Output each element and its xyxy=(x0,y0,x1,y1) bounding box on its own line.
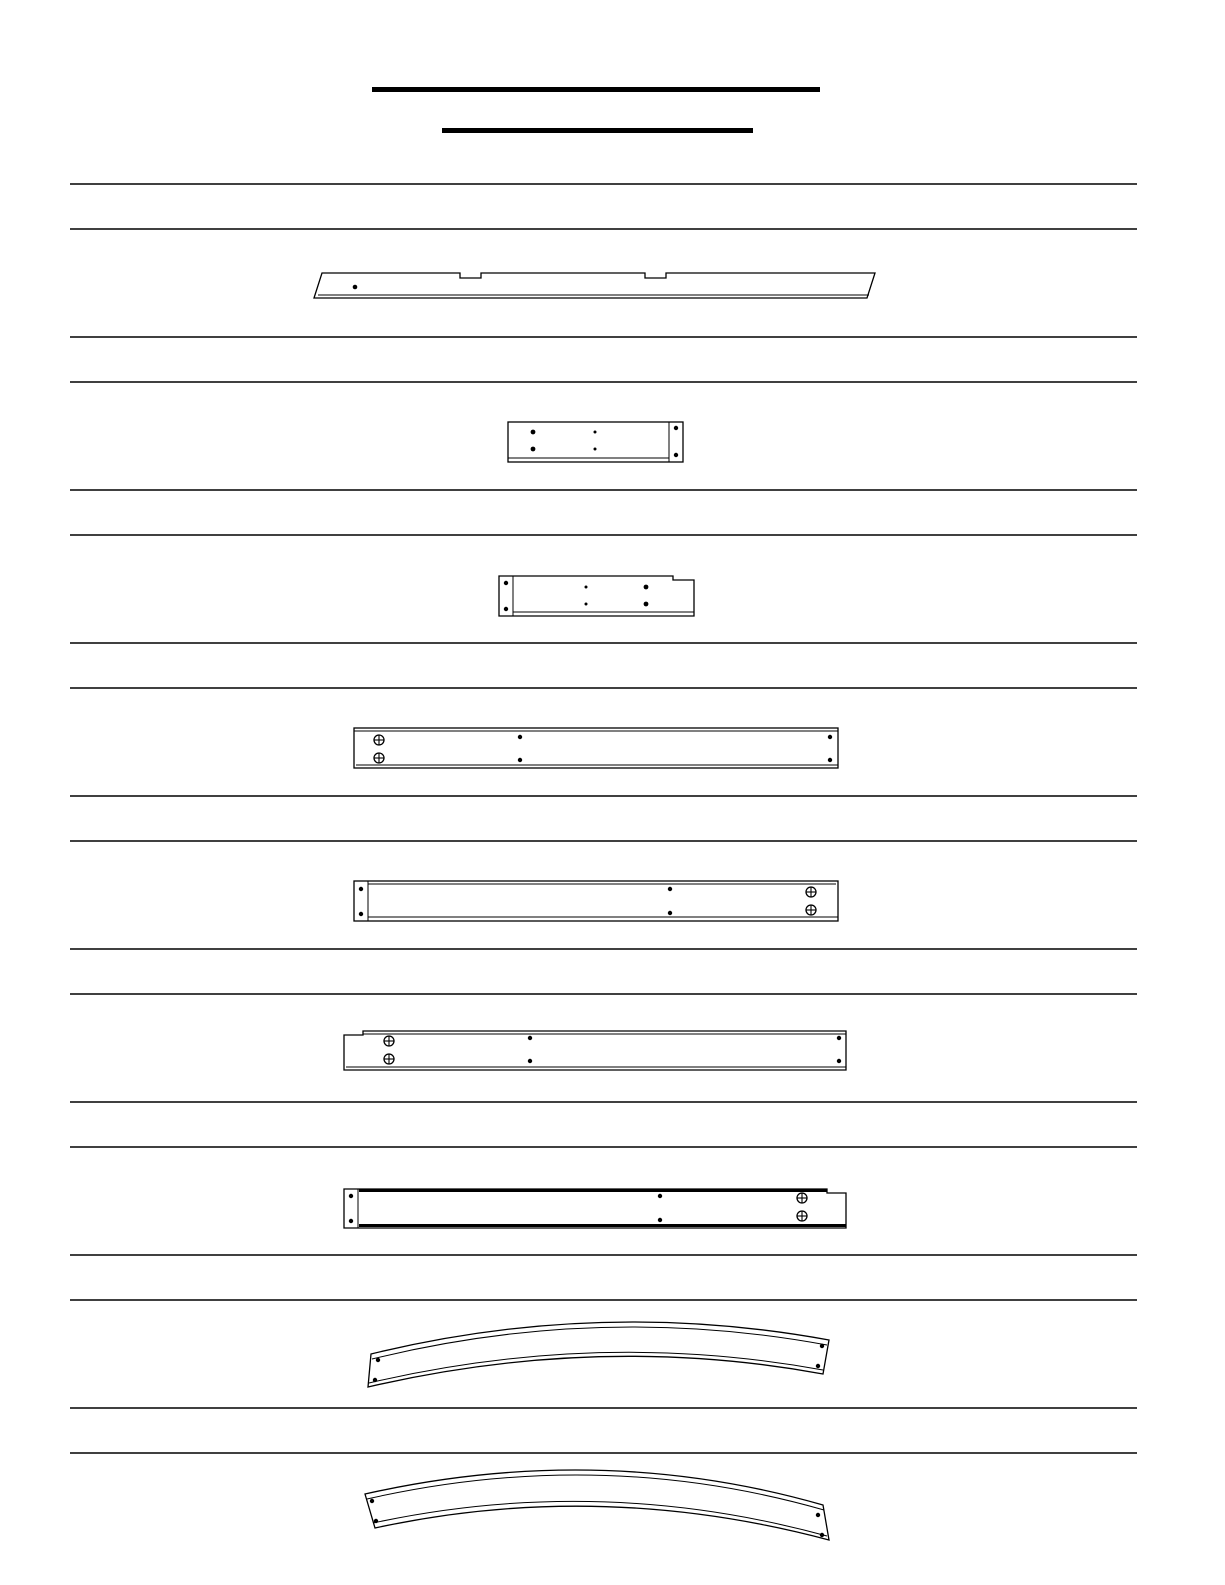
hole-icon xyxy=(531,447,536,452)
part-5-drawing xyxy=(354,881,838,921)
hole-icon xyxy=(374,1519,378,1523)
hole-icon xyxy=(531,430,536,435)
hole-icon xyxy=(658,1194,662,1198)
hole-icon xyxy=(373,1378,377,1382)
hole-icon xyxy=(528,1036,532,1040)
hole-icon xyxy=(644,602,649,607)
part-2-drawing xyxy=(508,422,683,462)
hole-icon xyxy=(644,585,649,590)
hole-icon xyxy=(349,1219,353,1223)
hole-icon xyxy=(828,735,832,739)
part-1-drawing xyxy=(314,273,875,298)
bolt-icon xyxy=(374,753,384,763)
bolt-icon xyxy=(374,735,384,745)
hole-icon xyxy=(594,431,597,434)
bolt-icon xyxy=(384,1036,394,1046)
part-3-drawing xyxy=(499,576,694,616)
hole-icon xyxy=(837,1059,841,1063)
hole-icon xyxy=(504,607,508,611)
bolt-icon xyxy=(797,1193,807,1203)
part-6-drawing xyxy=(344,1031,846,1070)
bolt-icon xyxy=(797,1211,807,1221)
hole-icon xyxy=(837,1036,841,1040)
hole-icon xyxy=(668,911,672,915)
title-bar-2 xyxy=(442,128,753,133)
hole-icon xyxy=(370,1499,374,1503)
hole-icon xyxy=(359,912,363,916)
hole-icon xyxy=(518,735,522,739)
hole-icon xyxy=(674,453,678,457)
hole-icon xyxy=(504,581,508,585)
title-bar-1 xyxy=(372,87,820,92)
hole-icon xyxy=(349,1194,353,1198)
hole-icon xyxy=(585,603,588,606)
part-9-drawing xyxy=(365,1470,829,1540)
hole-icon xyxy=(816,1513,820,1517)
hole-icon xyxy=(376,1358,380,1362)
hole-icon xyxy=(828,758,832,762)
hole-icon xyxy=(820,1344,824,1348)
hole-icon xyxy=(668,887,672,891)
hole-icon xyxy=(585,586,588,589)
hole-icon xyxy=(353,285,358,290)
bolt-icon xyxy=(806,905,816,915)
part-8-drawing xyxy=(368,1322,829,1387)
row-rules xyxy=(70,184,1137,1453)
hole-icon xyxy=(816,1364,820,1368)
hole-icon xyxy=(820,1533,824,1537)
hole-icon xyxy=(594,448,597,451)
hole-icon xyxy=(658,1218,662,1222)
bolt-icon xyxy=(384,1054,394,1064)
part-7-drawing xyxy=(344,1189,846,1228)
hole-icon xyxy=(518,758,522,762)
part-4-drawing xyxy=(354,728,838,768)
hole-icon xyxy=(359,887,363,891)
hole-icon xyxy=(674,426,678,430)
hole-icon xyxy=(528,1059,532,1063)
bolt-icon xyxy=(806,887,816,897)
